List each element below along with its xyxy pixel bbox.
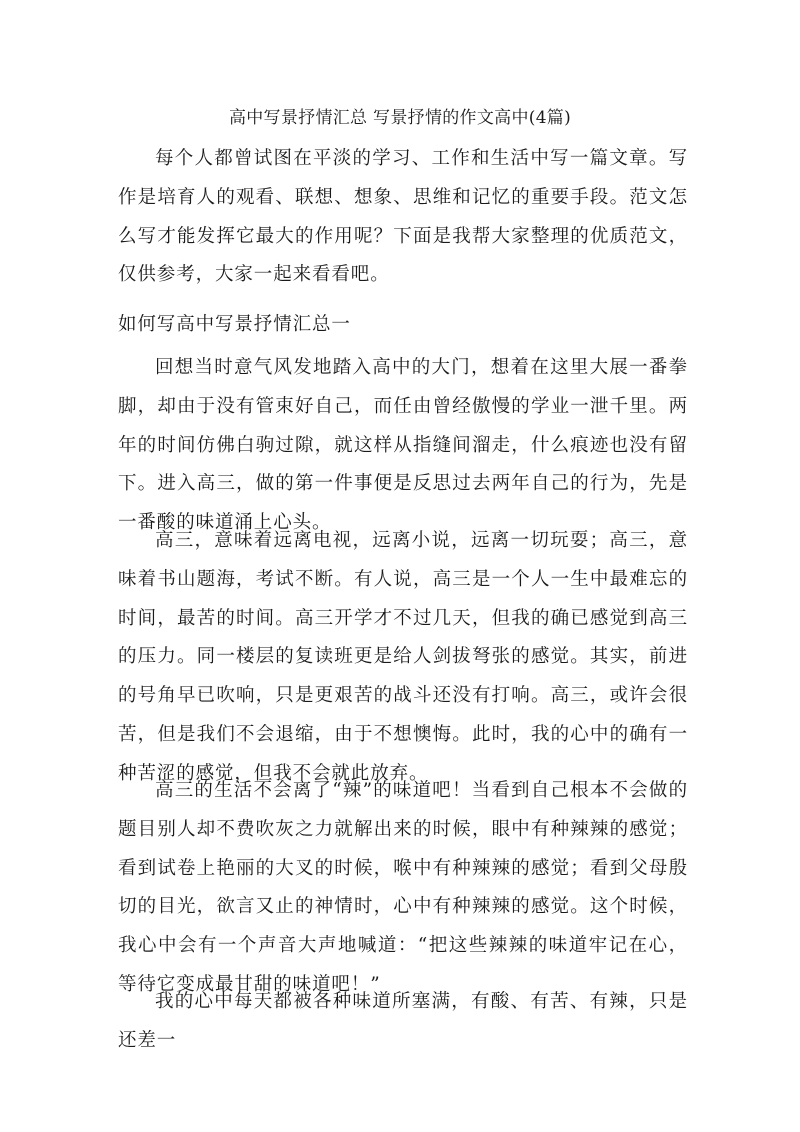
intro-paragraph: 每个人都曾试图在平淡的学习、工作和生活中写一篇文章。写作是培育人的观看、联想、想象、思维和记忆的重要手段。范文怎么写才能发挥它最大的作用呢？下面是我帮大家整理的优质范文，仅供参考，大家一起来看看吧。: [118, 148, 688, 286]
document-title: 高中写景抒情汇总 写景抒情的作文高中(4篇): [228, 108, 572, 128]
body-paragraph: 回想当时意气风发地踏入高中的大门，想着在这里大展一番拳脚，却由于没有管束好自己，而任由曾经傲慢的学业一泄千里。两年的时间仿佛白驹过隙，就这样从指缝间溜走，什么痕迹也没有留下。进入高三，做的第一件事便是反思过去两年自己的行为，先是一番酸的味道涌上心头。: [118, 357, 688, 534]
body-paragraph: 高三，意味着远离电视，远离小说，远离一切玩耍；高三，意味着书山题海，考试不断。有人说，高三是一个人一生中最难忘的时间，最苦的时间。高三开学才不过几天，但我的确已感觉到高三的压力。同一楼层的复读班更是给人剑拔弩张的感觉。其实，前进的号角早已吹响，只是更艰苦的战斗还没有打响。高三，或许会很苦，但是我们不会退缩，由于不想懊悔。此时，我的心中的确有一种苦涩的感觉，但我不会就此放弃。: [118, 530, 688, 784]
body-paragraph: 高三的生活不会离了“辣”的味道吧！当看到自己根本不会做的题目别人却不费吹灰之力就解出来的时候，眼中有种辣辣的感觉；看到试卷上艳丽的大叉的时候，喉中有种辣辣的感觉；看到父母殷切的目光，欲言又止的神情时，心中有种辣辣的感觉。这个时候，我心中会有一个声音大声地喊道：“把这些辣辣的味道牢记在心，等待它变成最甘甜的味道吧！”: [118, 780, 688, 995]
body-paragraph: 我的心中每天都被各种味道所塞满，有酸、有苦、有辣，只是还差一: [118, 991, 688, 1051]
section-heading: 如何写高中写景抒情汇总一: [118, 314, 351, 335]
